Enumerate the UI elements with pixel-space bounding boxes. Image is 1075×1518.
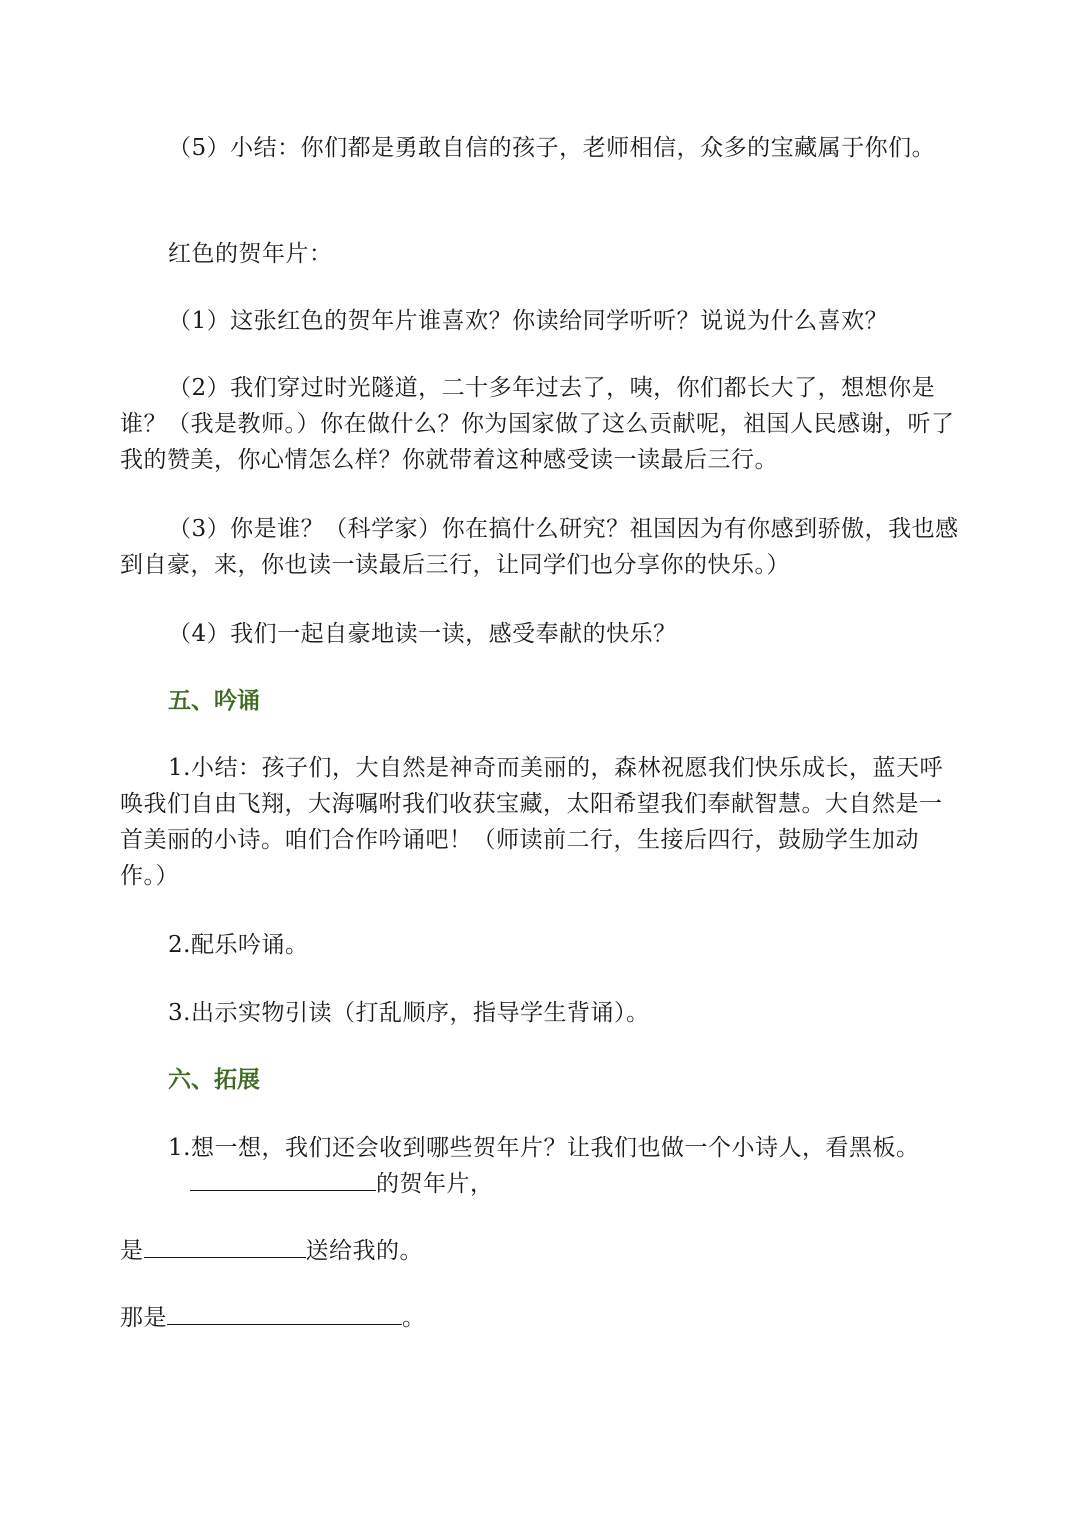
summary-paragraph-5: （5）小结：你们都是勇敢自信的孩子，老师相信，众多的宝藏属于你们。	[168, 135, 936, 161]
extension-item-1	[120, 1130, 960, 1202]
fill-blank-3	[167, 1302, 402, 1325]
line-2-prefix: 是	[120, 1238, 144, 1264]
paragraph-4: （4）我们一起自豪地读一读，感受奉献的快乐？	[168, 621, 677, 647]
recitation-item-1: 1.小结：孩子们，大自然是神奇而美丽的，森林祝愿我们快乐成长，蓝天呼唤我们自由飞翔，大海嘱咐我们收获宝藏，太阳希望我们奉献智慧。大自然是一首美丽的小诗。咱们合作吟诵吧！（师读前二行，生接后四行，鼓励学生加动作。）	[120, 755, 943, 889]
fill-blank-1	[190, 1168, 376, 1191]
fill-line-2	[120, 1233, 960, 1269]
line-3-suffix: 。	[402, 1305, 426, 1331]
section-heading-extension: 六、拓展	[168, 1067, 260, 1093]
recitation-item-3: 3.出示实物引读（打乱顺序，指导学生背诵）。	[168, 1000, 650, 1026]
red-card-title: 红色的贺年片：	[168, 241, 333, 267]
section-heading-recitation: 五、吟诵	[168, 688, 260, 714]
line-2-suffix: 送给我的。	[305, 1238, 423, 1264]
recitation-item-2: 2.配乐吟诵。	[168, 932, 309, 958]
fill-line-3	[120, 1300, 960, 1336]
line-1-suffix: 的贺年片，	[376, 1171, 494, 1197]
line-3-prefix: 那是	[120, 1305, 167, 1331]
paragraph-3: （3）你是谁？（科学家）你在搞什么研究？祖国因为有你感到骄傲，我也感到自豪，来，你也读一读最后三行，让同学们也分享你的快乐。）	[120, 516, 959, 578]
extension-item-1-text: 1.想一想，我们还会收到哪些贺年片？让我们也做一个小诗人，看黑板。	[168, 1135, 920, 1161]
fill-blank-2	[144, 1235, 306, 1258]
paragraph-1: （1）这张红色的贺年片谁喜欢？你读给同学听听？说说为什么喜欢？	[168, 308, 889, 334]
paragraph-2: （2）我们穿过时光隧道，二十多年过去了，咦，你们都长大了，想想你是谁？（我是教师。）你在做什么？你为国家做了这么贡献呢，祖国人民感谢，听了我的赞美，你心情怎么样？你就带着这种感受读一读最后三行。	[120, 375, 955, 473]
